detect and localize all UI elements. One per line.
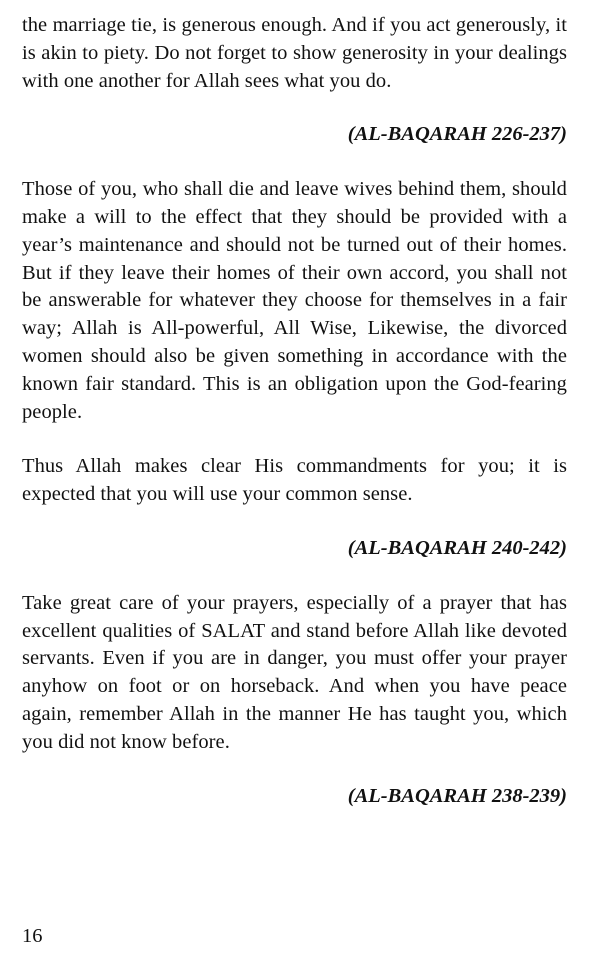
paragraph-3: Thus Allah makes clear His commandments for you; it is expected that you will use your common sense. [22,455,567,506]
paragraph-4: Take great care of your prayers, especially of a prayer that has excellent qualities of SALAT and stand before Allah like devoted servants. Even if you are in danger, you must offer your prayer anyhow on foot or on horseback. And when you have peace again, remember Allah in the manner He has taught you, which you did not know before. [22,591,567,753]
reference-2: (AL-BAQARAH 240-242) [347,536,567,559]
paragraph-2: Those of you, who shall die and leave wives behind them, should make a will to the effect that they should be provided with a year’s maintenance and should not be turned out of their homes. But if they leave their homes of their own accord, you shall not be answerable for whatever they choose for themselves in a fair way; Allah is All-powerful, All Wise, Likewise, the divorced women should also be given something in accordance with the known fair standard. This is an obligation upon the God-fearing people. [22,178,567,423]
paragraph-1: the marriage tie, is generous enough. And if you act generously, it is akin to piety. Do not forget to show generosity in your dealings with one another for Allah sees what you do. [22,14,567,92]
page-body [22,12,567,810]
page-number: 16 [22,925,43,947]
reference-3: (AL-BAQARAH 238-239) [347,784,567,807]
reference-1: (AL-BAQARAH 226-237) [347,123,567,146]
